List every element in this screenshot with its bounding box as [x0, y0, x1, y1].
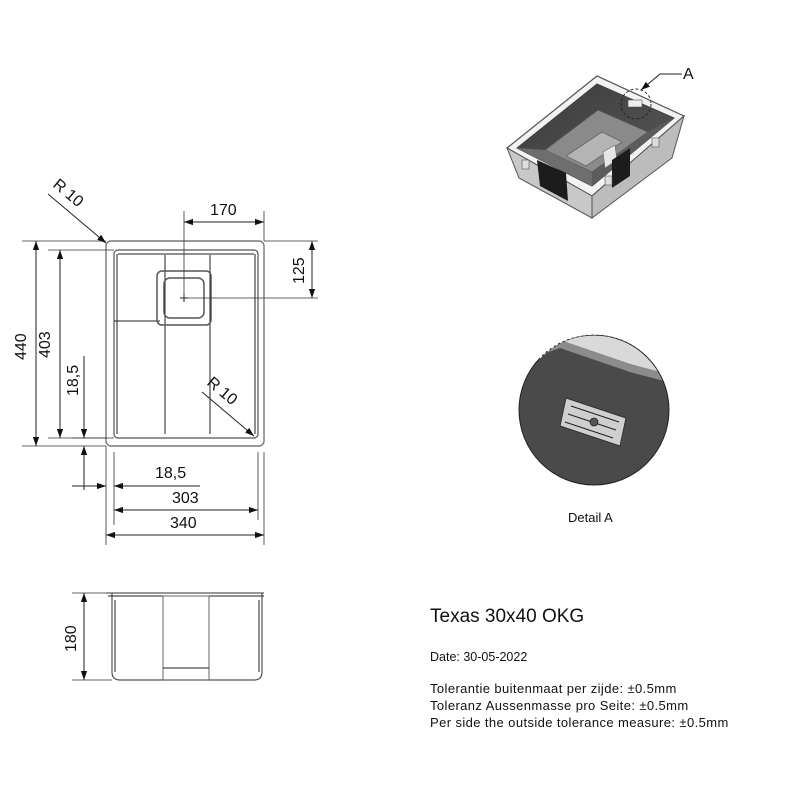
drawing-date: Date: 30-05-2022 [430, 650, 528, 664]
dim-outer-width: 340 [170, 515, 197, 532]
top-view [13, 176, 318, 545]
tolerance-german: Toleranz Aussenmasse pro Seite: ±0.5mm [430, 698, 689, 713]
dim-radius-inner: R 10 [203, 374, 241, 409]
detail-a-caption: Detail A [568, 510, 613, 525]
sink-side-outline [112, 593, 262, 680]
callout-label-a: A [683, 66, 694, 83]
dim-inner-width: 303 [172, 490, 199, 507]
tolerance-dutch: Tolerantie buitenmaat per zijde: ±0.5mm [430, 681, 677, 696]
title-block [430, 606, 798, 731]
overflow-hole [590, 418, 598, 426]
dim-drain-offset-x: 170 [210, 202, 237, 219]
dim-inner-depth: 403 [37, 331, 54, 358]
dim-rim-depth: 18,5 [65, 364, 82, 396]
detail-a-view [515, 330, 675, 490]
dim-height: 180 [63, 625, 80, 652]
dim-drain-offset-y: 125 [291, 257, 308, 284]
drain-side-profile [163, 596, 209, 680]
tolerance-english: Per side the outside tolerance measure: ±0.5mm [430, 715, 729, 730]
dim-rim-width: 18,5 [155, 465, 187, 482]
dim-outer-depth: 440 [13, 333, 30, 360]
perspective-view [507, 66, 694, 218]
dim-radius-outer: R 10 [49, 176, 87, 211]
side-view [63, 593, 264, 680]
product-title: Texas 30x40 OKG [430, 606, 585, 627]
